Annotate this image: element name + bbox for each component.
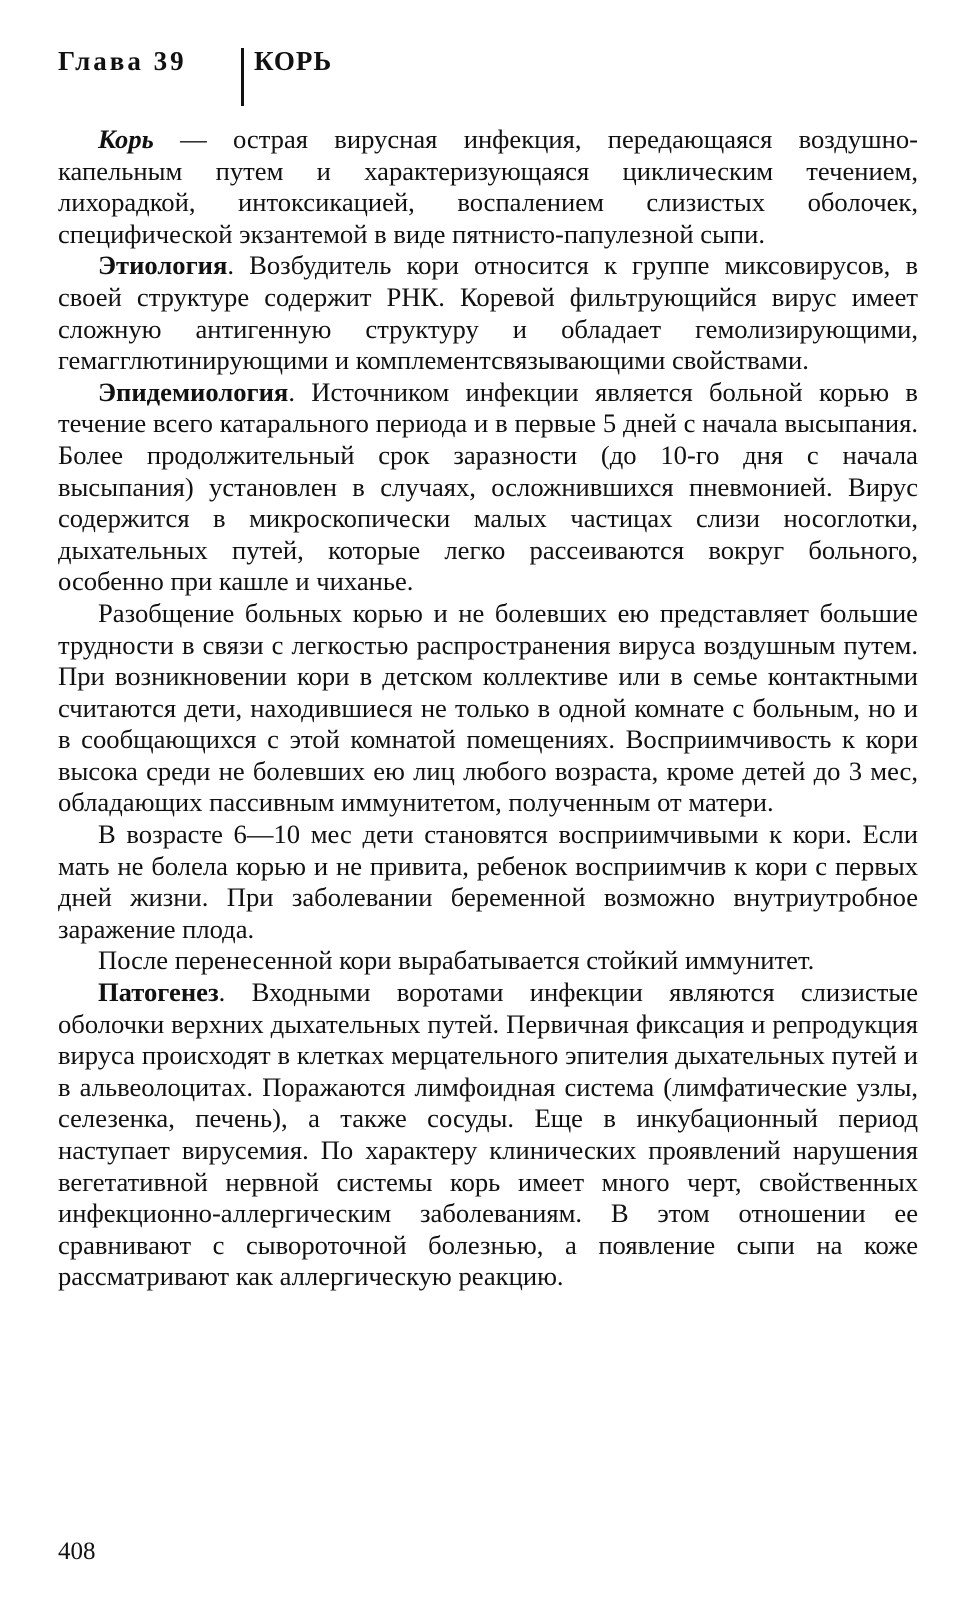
section-heading-pathogenesis: Патогенез: [98, 977, 219, 1008]
paragraph-text: — острая вирусная инфекция, передающаяся воздушно-капельным путем и характеризующаяся циклическим течением, лихорадкой, интоксикацией, воспалением слизистых оболочек, специфической экзантемой в виде пятнисто-папулезной сыпи.: [58, 124, 918, 249]
paragraph-text: . Входными воротами инфекции являются слизистые оболочки верхних дыхательных путей. Первичная фиксация и репродукция вируса происходят в клетках мерцательного эпителия дыхательных путей и в альвеолоцитах. Поражаются лимфоидная система (лимфатические узлы, селезенка, печень), а также сосуды. Еще в инкубационный период наступает вирусемия. По характеру клинических проявлений нарушения вегетативной нервной системы корь имеет много черт, свойственных инфекционно-аллергическим заболеваниям. В этом отношении ее сравнивают с сывороточной болезнью, а появление сыпи на коже рассматривают как аллергическую реакцию.: [58, 977, 918, 1292]
paragraph-text: После перенесенной кори вырабатывается стойкий иммунитет.: [98, 945, 815, 976]
paragraph-isolation: [58, 598, 918, 819]
chapter-divider: [241, 48, 244, 106]
section-heading-epidemiology: Эпидемиология: [98, 376, 289, 407]
paragraph-pathogenesis: [58, 977, 918, 1293]
chapter-title: КОРЬ: [254, 46, 333, 76]
paragraph-text: . Возбудитель кори относится к группе миксовирусов, в своей структуре содержит РНК. Коревой фильтрующийся вирус имеет сложную антигенную структуру и обладает гемолизирующими, гемагглютинирующими и комплементсвязывающими свойствами.: [58, 250, 918, 376]
paragraph-text: В возрасте 6—10 мес дети становятся восприимчивыми к кори. Если мать не болела корью и не привита, ребенок восприимчив к кори с первых дней жизни. При заболевании беременной возможно внутриутробное заражение плода.: [58, 819, 918, 944]
section-heading-etiology: Этиология: [98, 250, 228, 281]
paragraph-immunity: [58, 945, 918, 977]
paragraph-epidemiology: [58, 377, 918, 598]
chapter-label: Глава 39: [58, 46, 187, 76]
paragraph-etiology: [58, 250, 918, 376]
paragraph-susceptibility: [58, 819, 918, 945]
term-measles: Корь: [98, 124, 154, 154]
page: [58, 40, 918, 1293]
paragraph-text: . Источником инфекции является больной корью в течение всего катарального периода и в первые 5 дней с начала высыпания. Более продолжительный срок заразности (до 10-го дня с начала высыпания) установлен в случаях, осложнившихся пневмонией. Вирус содержится в микроскопически малых частицах слизи носоглотки, дыхательных путей, которые легко рассеиваются вокруг больного, особенно при кашле и чиханье.: [58, 376, 918, 597]
body-text: [58, 124, 918, 1293]
page-number: 408: [58, 1538, 96, 1565]
chapter-header: [58, 40, 918, 110]
paragraph-text: Разобщение больных корью и не болевших ею представляет большие трудности в связи с легкостью распространения вируса воздушным путем. При возникновении кори в детском коллективе или в семье контактными считаются дети, находившиеся не только в одной комнате с больным, но и в сообщающихся с этой комнатой помещениях. Восприимчивость к кори высока среди не болевших ею лиц любого возраста, кроме детей до 3 мес, обладающих пассивным иммунитетом, полученным от матери.: [58, 597, 918, 818]
paragraph-definition: [58, 124, 918, 250]
